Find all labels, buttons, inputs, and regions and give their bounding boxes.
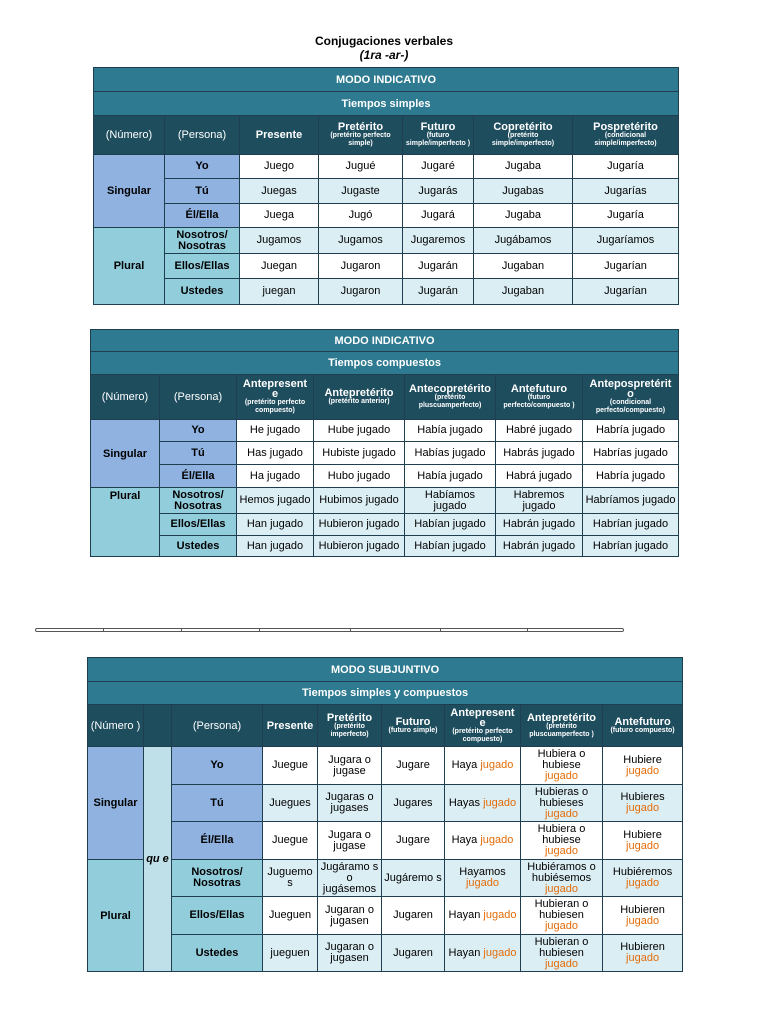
verb-cell: Habrías jugado: [583, 442, 679, 465]
col-header-main: Antepresent e: [450, 706, 515, 729]
verb-cell: Juegan: [240, 254, 319, 279]
verb-cell: [603, 822, 683, 860]
verb-cell: Jugué: [319, 155, 403, 179]
verb-cell: [603, 897, 683, 935]
col-header: [445, 705, 521, 747]
verb-cell: Hemos jugado: [237, 488, 314, 514]
verb-cell: Habían jugado: [405, 536, 496, 557]
strip-divider: [527, 629, 528, 632]
person-cell: Ustedes: [172, 935, 263, 972]
verb-cell: Jugaron: [319, 279, 403, 305]
aux-verb: Hayas: [448, 796, 481, 809]
verb-cell: [445, 747, 521, 785]
verb-cell: Jugaste: [319, 179, 403, 204]
verb-cell: Habrás jugado: [496, 442, 583, 465]
table-row: [91, 488, 679, 514]
col-header: [573, 116, 679, 155]
verb-cell: Jugaría: [573, 155, 679, 179]
table-row: [88, 822, 683, 860]
subjuntivo-table: [87, 657, 683, 972]
verb-cell: [521, 935, 603, 972]
verb-cell: juegan: [240, 279, 319, 305]
col-header-note: (futuro simple/imperfecto ): [405, 132, 471, 147]
verb-cell: Jugaban: [474, 254, 573, 279]
col-header-note: (condicional perfecto/compuesto): [595, 399, 666, 414]
person-cell: Ustedes: [165, 279, 240, 305]
numero-header: (Número): [94, 116, 165, 155]
verb-cell: [521, 860, 603, 897]
col-header-main: Pretérito: [326, 711, 373, 724]
person-cell: Él/Ella: [165, 204, 240, 228]
verb-cell: Juega: [240, 204, 319, 228]
verb-cell: Jugara o jugase: [318, 747, 382, 785]
verb-cell: Jugare: [382, 822, 445, 860]
aux-verb: Hubiéramos o hubiésemos: [527, 860, 596, 884]
col-header-note: (futuro simple): [388, 726, 438, 734]
verb-cell: [521, 747, 603, 785]
aux-verb: Hubieras o hubieses: [534, 785, 589, 809]
verb-cell: [521, 785, 603, 822]
person-cell: Ellos/Ellas: [165, 254, 240, 279]
aux-verb: Hayan: [448, 909, 481, 921]
verb-cell: Jugaran o jugasen: [318, 935, 382, 972]
participle: jugado: [544, 807, 579, 820]
verb-cell: Habíamos jugado: [405, 488, 496, 514]
col-header-main: Antecopretérito: [409, 383, 491, 395]
verb-cell: [445, 897, 521, 935]
verb-cell: Han jugado: [237, 536, 314, 557]
verb-cell: Juegue: [263, 822, 318, 860]
participle: jugado: [626, 764, 660, 777]
verb-cell: Jugarán: [403, 254, 474, 279]
aux-verb: Hubiera o hubiese: [537, 748, 586, 771]
mode-header: MODO INDICATIVO: [94, 68, 679, 92]
col-header: [237, 375, 314, 420]
col-header: [403, 116, 474, 155]
verb-cell: Jugaríamos: [573, 228, 679, 254]
verb-cell: [521, 897, 603, 935]
mode-header: MODO INDICATIVO: [91, 330, 679, 352]
verb-cell: Jugarás: [403, 179, 474, 204]
verb-cell: Jugamos: [319, 228, 403, 254]
verb-cell: Jugaremos: [403, 228, 474, 254]
participle: jugado: [626, 802, 660, 814]
indicativo-simples-table: [93, 67, 679, 305]
col-header-note: (pretérito perfecto compuesto): [452, 727, 513, 743]
verb-cell: Jugara o jugase: [318, 822, 382, 860]
col-header-main: Antepretérito: [526, 711, 597, 724]
participle: jugado: [483, 796, 517, 809]
verb-cell: Habían jugado: [405, 514, 496, 536]
table-row: [94, 279, 679, 305]
table-row: [88, 935, 683, 972]
table-row: [94, 155, 679, 179]
verb-cell: Jugaban: [474, 279, 573, 305]
verb-cell: Has jugado: [237, 442, 314, 465]
verb-cell: Jugó: [319, 204, 403, 228]
col-header: [263, 705, 318, 747]
participle: jugado: [465, 877, 500, 889]
table-row: [88, 747, 683, 785]
col-header-main: Futuro: [395, 715, 431, 728]
participle: jugado: [626, 839, 660, 852]
strip-divider: [259, 629, 260, 632]
verb-cell: He jugado: [237, 420, 314, 442]
col-header: [318, 705, 382, 747]
verb-cell: [445, 935, 521, 972]
col-header: [603, 705, 683, 747]
participle: jugado: [626, 914, 660, 927]
aux-verb: Hayan: [448, 946, 481, 959]
participle: jugado: [626, 877, 660, 889]
col-header: [405, 375, 496, 420]
numero-header: (Número): [91, 375, 160, 420]
person-cell: Ellos/Ellas: [172, 897, 263, 935]
person-cell: Él/Ella: [172, 822, 263, 860]
verb-cell: Jugaran o jugasen: [318, 897, 382, 935]
numero-header: (Número ): [88, 705, 144, 747]
table-row: [91, 420, 679, 442]
page-title: [0, 34, 768, 62]
verb-cell: Habremos jugado: [496, 488, 583, 514]
aux-verb: Hubieran o hubiesen: [534, 935, 589, 959]
persona-header: (Persona): [160, 375, 237, 420]
person-cell: Nosotros/ Nosotras: [172, 860, 263, 897]
col-header: [474, 116, 573, 155]
verb-cell: Hubo jugado: [314, 465, 405, 488]
verb-cell: Jugáremo s: [382, 860, 445, 897]
table-row: [94, 204, 679, 228]
table-row: [91, 442, 679, 465]
table-row: [88, 897, 683, 935]
col-header-main: Antepresent e: [242, 378, 308, 400]
verb-cell: Jugábamos: [474, 228, 573, 254]
table-row: [91, 536, 679, 557]
col-header: [521, 705, 603, 747]
mode-header: MODO SUBJUNTIVO: [88, 658, 683, 682]
plural-label: Plural: [88, 860, 144, 972]
verb-cell: Jugaren: [382, 935, 445, 972]
subtitle-text: (1ra -ar-): [359, 48, 409, 62]
col-header-note: (pretérito anterior): [328, 398, 390, 405]
participle: jugado: [626, 952, 660, 964]
table-row: [88, 785, 683, 822]
verb-cell: Habrá jugado: [496, 465, 583, 488]
col-header: [319, 116, 403, 155]
person-cell: Yo: [165, 155, 240, 179]
col-header-main: Presente: [255, 129, 303, 141]
verb-cell: Habría jugado: [583, 420, 679, 442]
aux-verb: Haya: [451, 834, 478, 846]
plural-label: Plural: [94, 228, 165, 305]
verb-cell: Jugarán: [403, 279, 474, 305]
verb-cell: Han jugado: [237, 514, 314, 536]
verb-cell: jueguen: [263, 935, 318, 972]
col-header-note: (condicional simple/imperfecto): [594, 132, 657, 147]
verb-cell: Jugaba: [474, 155, 573, 179]
verb-cell: Hubimos jugado: [314, 488, 405, 514]
verb-cell: Juegas: [240, 179, 319, 204]
verb-cell: Jugarían: [573, 279, 679, 305]
persona-header: (Persona): [165, 116, 240, 155]
verb-cell: Jugaras o jugases: [318, 785, 382, 822]
verb-cell: Jugabas: [474, 179, 573, 204]
verb-cell: Jugarías: [573, 179, 679, 204]
verb-cell: [603, 747, 683, 785]
verb-cell: Jugaba: [474, 204, 573, 228]
col-header: [583, 375, 679, 420]
person-cell: Tú: [165, 179, 240, 204]
aux-verb: Hubiéremos: [612, 866, 673, 878]
verb-cell: Jugaren: [382, 897, 445, 935]
verb-cell: Habrían jugado: [583, 536, 679, 557]
person-cell: Ustedes: [160, 536, 237, 557]
person-cell: Yo: [172, 747, 263, 785]
verb-cell: [603, 860, 683, 897]
table-row: [94, 179, 679, 204]
col-header-note: (pretérito imperfecto): [330, 722, 369, 738]
verb-cell: Jugará: [403, 204, 474, 228]
participle: jugado: [544, 957, 579, 970]
strip-divider: [350, 629, 351, 632]
verb-cell: Jugare: [382, 747, 445, 785]
col-header-main: Antefuturo: [614, 715, 671, 728]
verb-cell: Juguemo s: [263, 860, 318, 897]
col-header-note: (pretérito perfecto simple): [330, 132, 391, 147]
participle: jugado: [480, 759, 514, 771]
person-cell: Yo: [160, 420, 237, 442]
verb-cell: Habríamos jugado: [583, 488, 679, 514]
title-text: Conjugaciones verbales: [314, 34, 454, 48]
verb-cell: Habré jugado: [496, 420, 583, 442]
col-header: [382, 705, 445, 747]
col-header-note: (pretérito perfecto compuesto): [244, 399, 306, 414]
person-cell: Tú: [172, 785, 263, 822]
person-cell: Nosotros/ Nosotras: [165, 228, 240, 254]
verb-cell: [445, 822, 521, 860]
participle: jugado: [544, 920, 579, 932]
participle: jugado: [544, 845, 579, 857]
aux-verb: Hubieran o hubiesen: [534, 898, 589, 921]
aux-verb: Hubiere: [623, 753, 662, 766]
verb-cell: Hubieron jugado: [314, 536, 405, 557]
strip-divider: [181, 629, 182, 632]
tense-group-header: Tiempos simples y compuestos: [88, 682, 683, 705]
verb-cell: Jueguen: [263, 897, 318, 935]
col-header-note: (futuro perfecto/compuesto ): [503, 394, 575, 409]
verb-cell: [521, 822, 603, 860]
verb-cell: Había jugado: [405, 465, 496, 488]
aux-verb: Haya: [451, 759, 478, 771]
table-row: [88, 860, 683, 897]
col-header-note: (pretérito pluscuamperfecto): [418, 394, 482, 409]
col-header-main: Futuro: [420, 121, 456, 133]
person-cell: Tú: [160, 442, 237, 465]
verb-cell: Hubiste jugado: [314, 442, 405, 465]
participle: jugado: [544, 882, 579, 895]
col-header-main: Copretérito: [493, 121, 553, 133]
col-header: [314, 375, 405, 420]
verb-cell: Jugaría: [573, 204, 679, 228]
person-cell: Nosotros/ Nosotras: [160, 488, 237, 514]
singular-label: Singular: [94, 155, 165, 228]
col-header-main: Pospretérito: [593, 121, 658, 133]
persona-header: (Persona): [172, 705, 263, 747]
que-header: [144, 705, 172, 747]
aux-verb: Hubieren: [620, 903, 665, 916]
indicativo-compuestos-table: [90, 329, 679, 557]
col-header-main: Antepospretérit o: [589, 378, 672, 400]
verb-cell: Habrán jugado: [496, 514, 583, 536]
verb-cell: Jugares: [382, 785, 445, 822]
tense-group-header: Tiempos simples: [94, 92, 679, 116]
participle: jugado: [480, 834, 514, 846]
participle: jugado: [483, 909, 517, 921]
aux-verb: Hubiera o hubiese: [537, 823, 586, 846]
verb-cell: [603, 935, 683, 972]
col-header-note: (pretérito pluscuamperfecto ): [529, 722, 594, 738]
verb-cell: Jugarían: [573, 254, 679, 279]
strip-divider: [103, 629, 104, 632]
verb-cell: [445, 785, 521, 822]
plural-label: Plural: [91, 488, 160, 557]
verb-cell: Habías jugado: [405, 442, 496, 465]
aux-verb: Hubieren: [620, 941, 665, 953]
verb-cell: Habrían jugado: [583, 514, 679, 536]
verb-cell: Habría jugado: [583, 465, 679, 488]
verb-cell: Ha jugado: [237, 465, 314, 488]
person-cell: Él/Ella: [160, 465, 237, 488]
table-row: [91, 465, 679, 488]
verb-cell: Hube jugado: [314, 420, 405, 442]
col-header: [240, 116, 319, 155]
table-row: [94, 254, 679, 279]
verb-cell: Juego: [240, 155, 319, 179]
col-header-main: Pretérito: [337, 121, 384, 133]
col-header-main: Antefuturo: [510, 383, 568, 395]
verb-cell: Jugamos: [240, 228, 319, 254]
participle: jugado: [483, 946, 517, 959]
table-row: [91, 514, 679, 536]
verb-cell: Jugaron: [319, 254, 403, 279]
aux-verb: Hayamos: [459, 866, 506, 878]
col-header-main: Presente: [266, 719, 314, 732]
singular-label: Singular: [88, 747, 144, 860]
verb-cell: Jugaré: [403, 155, 474, 179]
col-header-note: (futuro compuesto): [610, 726, 675, 734]
verb-cell: Juegues: [263, 785, 318, 822]
strip-divider: [440, 629, 441, 632]
col-header-note: (pretérito simple/imperfecto): [491, 132, 555, 147]
tense-group-header: Tiempos compuestos: [91, 352, 679, 375]
col-header: [496, 375, 583, 420]
table-row: [94, 228, 679, 254]
empty-table-strip: [35, 628, 624, 632]
aux-verb: Hubiere: [623, 828, 662, 841]
verb-cell: Habrán jugado: [496, 536, 583, 557]
verb-cell: [603, 785, 683, 822]
col-header-main: Antepretérito: [324, 387, 394, 399]
verb-cell: [445, 860, 521, 897]
que-label: qu e: [144, 747, 172, 972]
verb-cell: Hubieron jugado: [314, 514, 405, 536]
person-cell: Ellos/Ellas: [160, 514, 237, 536]
aux-verb: Hubieres: [620, 791, 665, 803]
singular-label: Singular: [91, 420, 160, 488]
participle: jugado: [544, 770, 579, 782]
verb-cell: Había jugado: [405, 420, 496, 442]
verb-cell: Juegue: [263, 747, 318, 785]
verb-cell: Jugáramo s o jugásemos: [318, 860, 382, 897]
